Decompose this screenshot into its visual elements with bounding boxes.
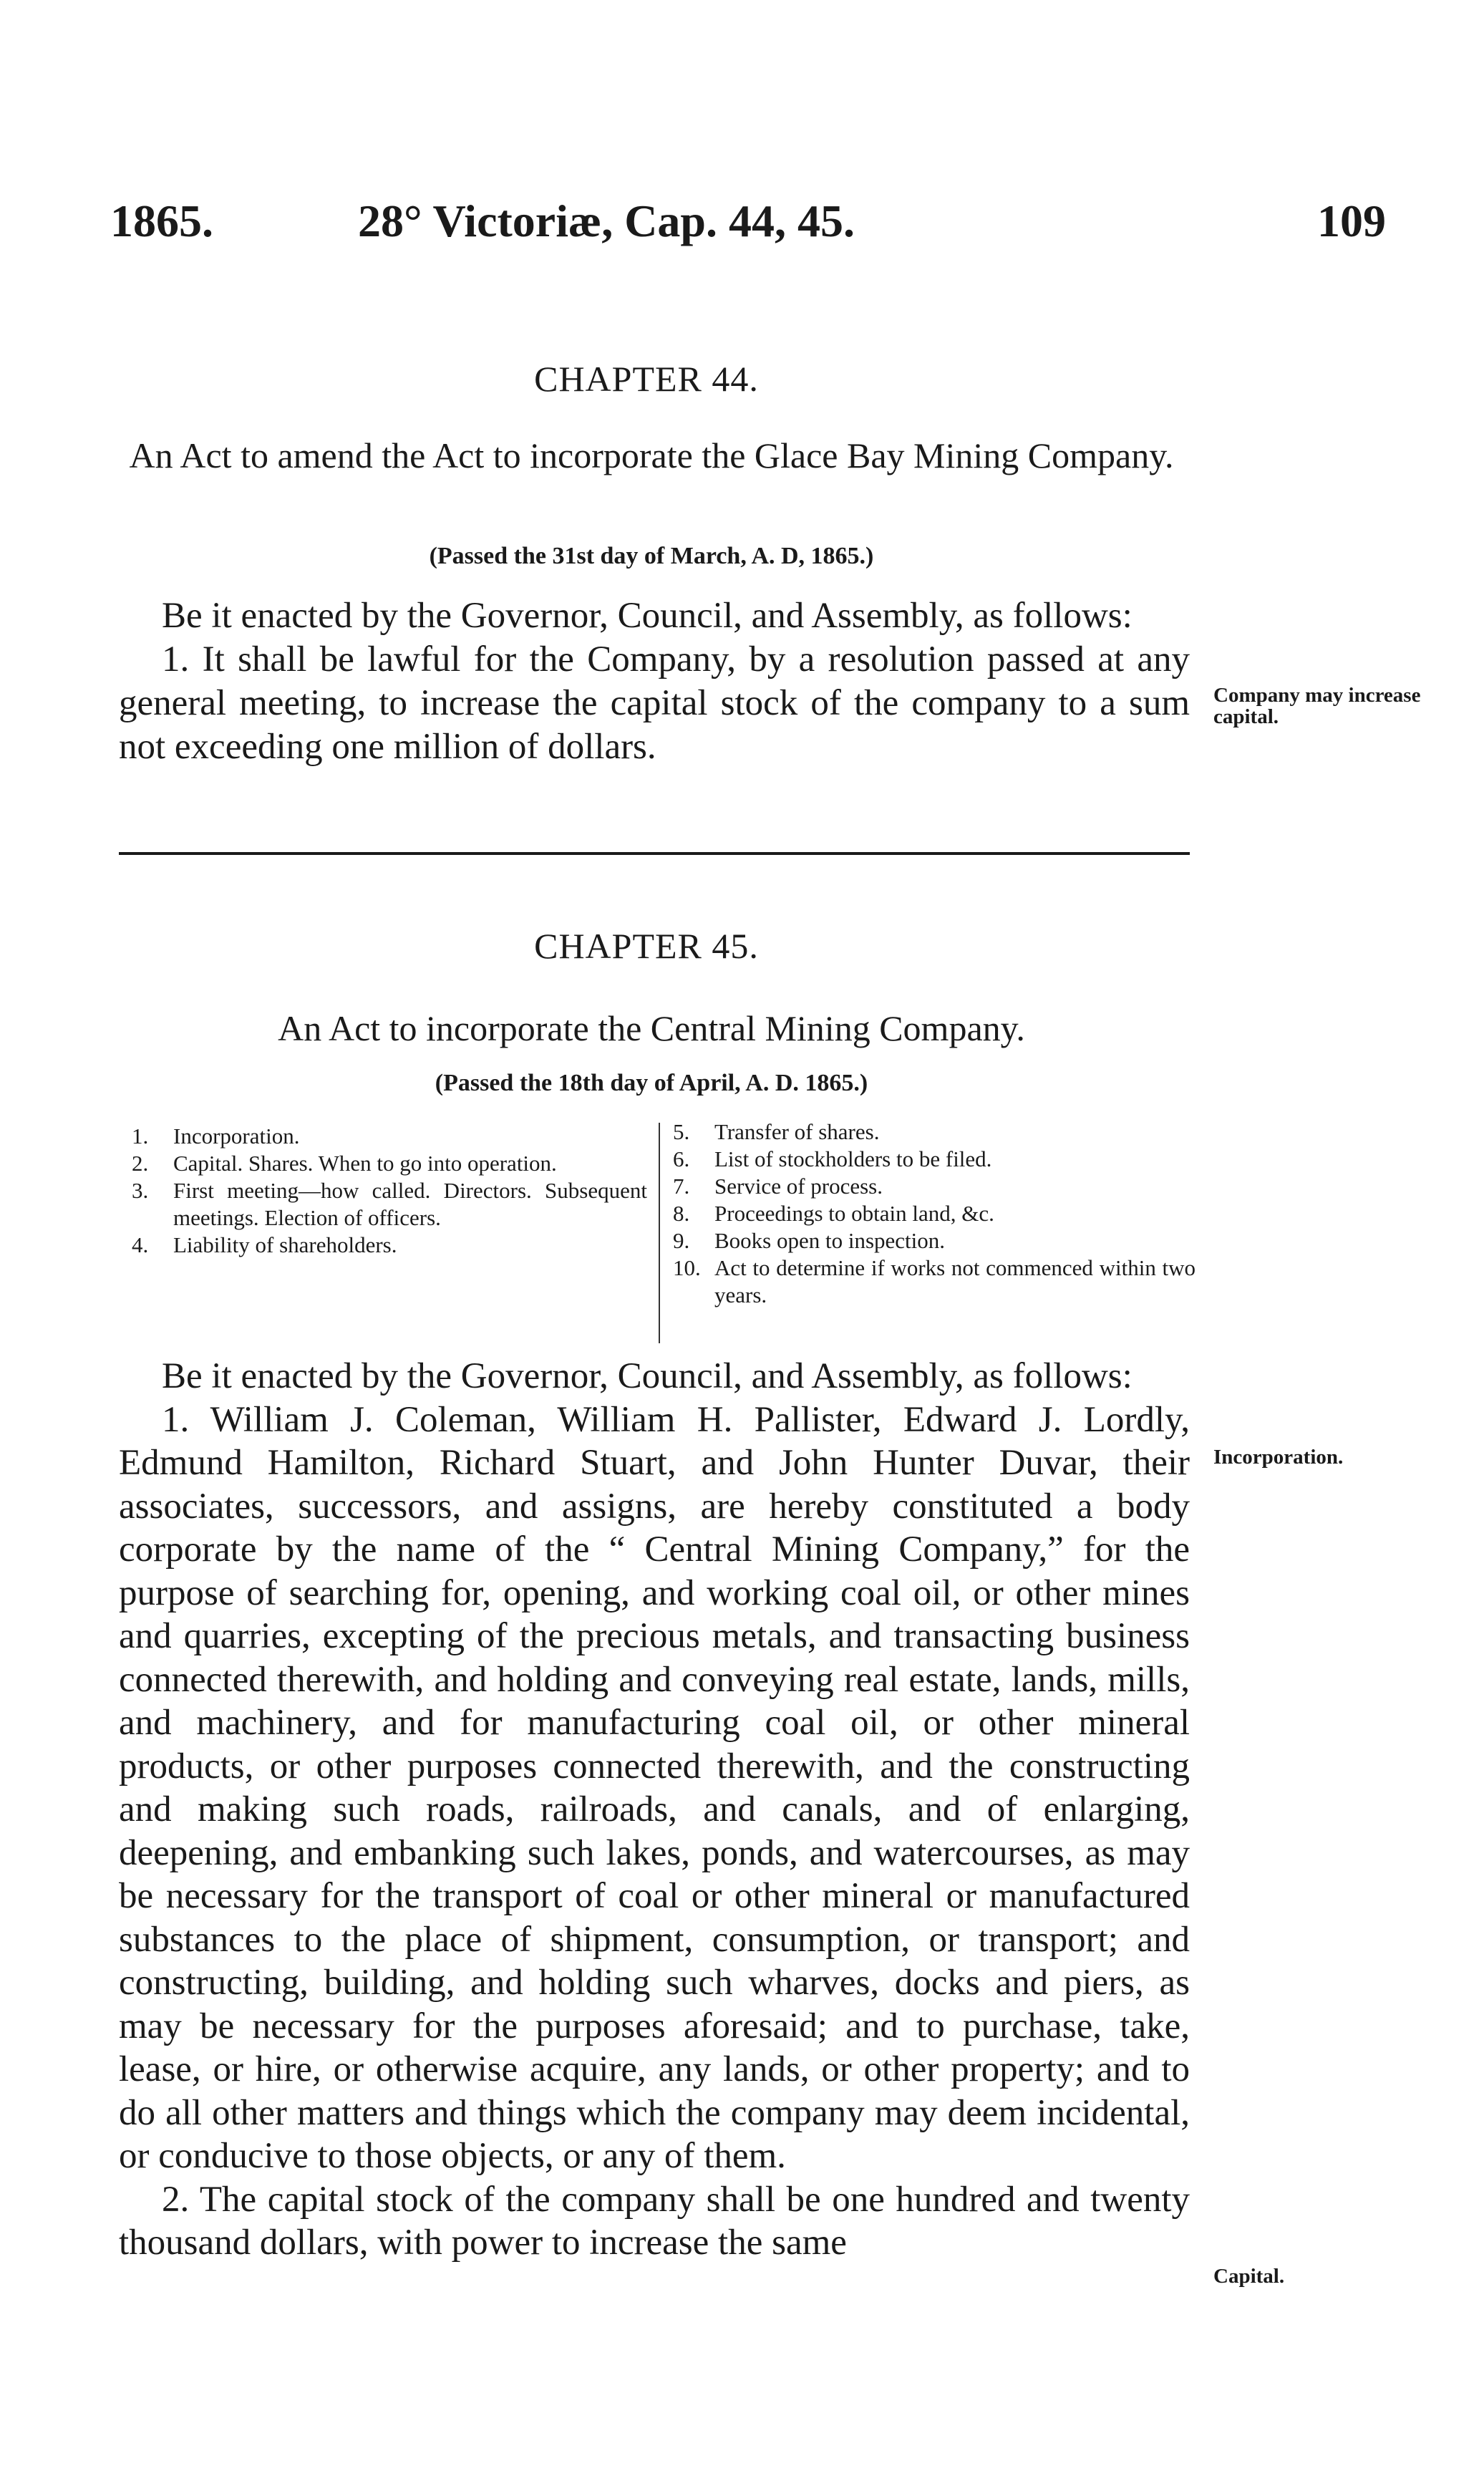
- margin-note-company-may-increase-capital: Company may increase capital.: [1213, 684, 1421, 728]
- toc-item-text: Liability of shareholders.: [173, 1232, 397, 1257]
- toc-item-text: Proceedings to obtain land, &c.: [714, 1201, 994, 1226]
- chapter-45-section-2: 2. The capital stock of the company shall be one hundred and twenty thousand dollars, with power to increase the same: [119, 2179, 1190, 2263]
- toc-item: [132, 1177, 647, 1232]
- toc-item: [132, 1150, 647, 1177]
- toc-item-number: 5.: [673, 1119, 690, 1144]
- toc-item-text: Act to determine if works not commenced within two years.: [714, 1255, 1196, 1307]
- chapter-44-body: [119, 594, 1190, 769]
- chapter-44-enacting-clause: Be it enacted by the Governor, Council, and Assembly, as follows:: [162, 596, 1133, 636]
- toc-item: [132, 1123, 647, 1150]
- toc-column-divider: [659, 1123, 660, 1343]
- toc-item-text: Books open to inspection.: [714, 1228, 946, 1253]
- toc-item-text: Incorporation.: [173, 1123, 300, 1149]
- chapter-45-section-1: 1. William J. Coleman, William H. Pallister, Edward J. Lordly, Edmund Hamilton, Richard Stuart, and John Hunter Duvar, their associates, successors, and assigns, are hereby constituted a body corporate by the name of the “ Central Mining Company,” for the purpose of searching for, opening, and working coal oil, or other mines and quarries, excepting of the precious metals, and transacting business connected therewith, and holding and conveying real estate, lands, mills, and machinery, and for manufacturing coal oil, or other mineral products, or other purposes connected therewith, and the constructing and making such roads, railroads, and canals, and of enlarging, deepening, and embanking such lakes, ponds, and watercourses, as may be necessary for the transport of coal or other mineral or manufactured substances to the place of shipment, consumption, or transport; and constructing, building, and holding such wharves, docks and piers, as may be necessary for the purposes aforesaid; and to purchase, take, lease, or hire, or otherwise acquire, any lands, or other property; and to do all other matters and things which the company may deem incidental, or conducive to those objects, or any of them.: [119, 1399, 1190, 2176]
- header-title: 28° Victoriæ, Cap. 44, 45.: [358, 195, 855, 246]
- toc-item: [673, 1254, 1196, 1309]
- toc-item: [132, 1232, 647, 1259]
- chapter-44-passed-date: (Passed the 31st day of March, A. D, 1865.): [429, 543, 874, 569]
- margin-note-incorporation: Incorporation.: [1213, 1446, 1344, 1469]
- toc-item: [673, 1173, 1196, 1200]
- chapter-45-passed-date: (Passed the 18th day of April, A. D. 1865.): [435, 1070, 868, 1096]
- toc-item-number: 1.: [132, 1123, 149, 1149]
- toc-item: [673, 1227, 1196, 1254]
- margin-note-capital: Capital.: [1213, 2265, 1285, 2288]
- toc-item-number: 7.: [673, 1174, 690, 1199]
- section-divider-rule: [119, 852, 1190, 855]
- page-number: 109: [1317, 195, 1386, 246]
- toc-item-text: Capital. Shares. When to go into operation.: [173, 1151, 557, 1176]
- toc-item: [673, 1118, 1196, 1146]
- toc-item: [673, 1146, 1196, 1173]
- toc-item-number: 6.: [673, 1146, 690, 1171]
- toc-item-number: 2.: [132, 1151, 149, 1176]
- toc-item-number: 9.: [673, 1228, 690, 1253]
- chapter-45-heading: CHAPTER 45.: [534, 926, 759, 966]
- toc-left-column: [132, 1123, 647, 1259]
- toc-item-text: Service of process.: [714, 1174, 883, 1199]
- chapter-44-section-1: 1. It shall be lawful for the Company, by a resolution passed at any general meeting, to increase the capital stock of the company to a sum not exceeding one million of dollars.: [119, 639, 1190, 767]
- toc-item-text: Transfer of shares.: [714, 1119, 880, 1144]
- toc-item-number: 8.: [673, 1201, 690, 1226]
- toc-item: [673, 1200, 1196, 1227]
- toc-item-number: 4.: [132, 1232, 149, 1257]
- toc-item-number: 10.: [673, 1255, 701, 1280]
- chapter-45-act-title: An Act to incorporate the Central Mining Company.: [278, 1008, 1025, 1048]
- toc-item-number: 3.: [132, 1178, 149, 1203]
- toc-item-text: List of stockholders to be filed.: [714, 1146, 992, 1171]
- header-year: 1865.: [110, 195, 213, 246]
- toc-right-column: [673, 1118, 1196, 1309]
- chapter-45-enacting-clause: Be it enacted by the Governor, Council, and Assembly, as follows:: [162, 1356, 1133, 1396]
- chapter-44-heading: CHAPTER 44.: [534, 359, 759, 399]
- chapter-45-body: [119, 1355, 1190, 2265]
- toc-item-text: First meeting—how called. Directors. Subsequent meetings. Election of officers.: [173, 1178, 647, 1230]
- chapter-44-act-title: An Act to amend the Act to incorporate the Glace Bay Mining Company.: [129, 435, 1174, 475]
